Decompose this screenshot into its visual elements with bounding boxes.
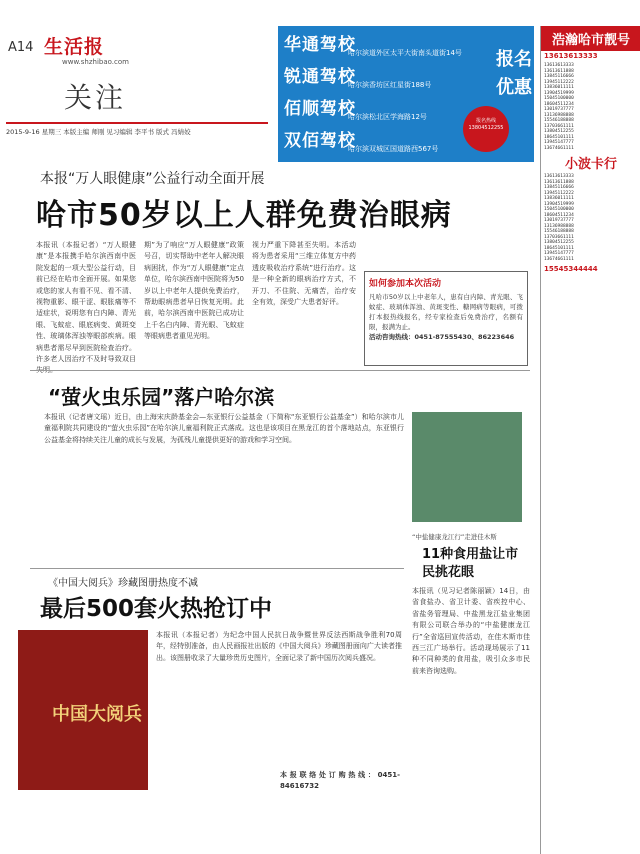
divider (30, 370, 530, 371)
phone-number-item: 13945147777 (544, 140, 574, 145)
article1-kicker: 本报“万人眼健康”公益行动全面开展 (40, 171, 265, 187)
article1-col3: 视力严重下降甚至失明。本活动将为患者采用“三维立体复方中药透皮吸收治疗系统”进行治疗。这是一种全新的眼病治疗方式，不开刀、不住院、无痛苦，治疗安全有效，深受广大患者好评。 (252, 241, 356, 307)
phone-number-item: 13136988888 (544, 112, 574, 118)
phone-number-item: 13804512255 (544, 129, 574, 134)
box-title: 如何参加本次活动 (369, 279, 442, 289)
phone-number-item: 13904519999 (544, 201, 574, 207)
phone-number-item: 18604511234 (544, 101, 574, 107)
book-cover-image (18, 630, 148, 790)
box-phone: 0451-87555430、86223646 (414, 333, 515, 341)
ad-address: 哈尔滨香坊区红星街188号 (348, 81, 432, 89)
ad-slogan: 报名优惠 (496, 49, 532, 98)
website: www.shzhibao.com (62, 58, 129, 66)
phone-number-item: 13613611888 (544, 68, 574, 74)
paper-logo: 生活报 (44, 36, 105, 58)
phone-number-item: 13836011111 (544, 196, 574, 201)
phone-number-item: 13613613333 (544, 174, 574, 179)
page-number: A14 (8, 40, 34, 55)
ad-address: 哈尔滨松北区学海路12号 (348, 113, 427, 121)
article1-headline: 哈市50岁以上人群免费治眼病 (36, 198, 452, 233)
divider (30, 568, 404, 569)
activity-info-box (364, 271, 528, 366)
phone-number-item: 18645101111 (544, 245, 574, 251)
phone-number-item: 13019737777 (544, 107, 574, 112)
section-title: 关注 (64, 81, 127, 114)
phone-number-item: 13613611888 (544, 179, 574, 185)
ad-row: 佰顺驾校 (284, 99, 356, 119)
dateline: 2015-9-16 星期三 本版主编 师刚 见习编辑 李平书 版式 冯婧姣 (6, 128, 191, 136)
phone-number-item: 15045100000 (544, 96, 574, 101)
phone-number-item: 13136988888 (544, 223, 574, 229)
phone-number-item: 13703661111 (544, 234, 574, 240)
order-label: 本报联络处订购热线： (280, 771, 378, 779)
book-title: 中国大阅兵 (52, 704, 142, 725)
phone-number-item: 13019737777 (544, 218, 574, 223)
masthead-divider (6, 122, 268, 124)
classified-footer-phone: 15545344444 (544, 265, 598, 273)
ad-hotline-badge: 报名热线 13804512255 (463, 106, 509, 152)
article2-headline: “萤火虫乐园”落户哈尔滨 (48, 385, 275, 409)
phone-number-item: 13945112222 (544, 79, 574, 85)
article1-col1: 本报讯（本报记者）“万人眼健康”是本报携手哈尔滨西南中医院发起的一项大型公益行动，目前已经在哈市全面开展。如果您或您的家人有看不见、看不清、视物重影、眼干涩、眼胀痛等不适症状，说明您有白内障、青光眼、飞蚊症、眼底病变、黄斑变性、玻璃体浑浊等眼部疾病。眼病患者需尽早到医院检查治疗。许多老人因治疗不及时导致双目 (36, 241, 136, 364)
article2-body: 本报讯（记者唐文瑶）近日，由上海宋庆龄基金会—东亚银行公益基金（下简称“东亚银行公益基金”）和哈尔滨市儿童福利院共同建设的“萤火虫乐园”在哈尔滨儿童福利院正式落成。这也是该项目在黑龙江的首个落地站点，东亚银行公益基金将持续关注儿童的成长与发展，为孤残儿童提供更好的游戏和学习空间。 (44, 413, 404, 444)
classified-header-2: 小波卡行 (564, 157, 617, 172)
ad-address: 哈尔滨双城区国道路西567号 (348, 145, 439, 153)
phone-number-item: 13845116666 (544, 185, 574, 190)
phone-number-item: 13836011111 (544, 85, 574, 90)
phone-number-item: 13904519999 (544, 90, 574, 96)
phone-number-item: 15045100000 (544, 207, 574, 212)
article3-kicker: 《中国大阅兵》珍藏图册热度不减 (48, 578, 198, 589)
article1-col2: 期”为了响应“万人眼健康”政策号召，切实帮助中老年人解决眼病困扰，作为“万人眼健康”定点单位，哈尔滨西南中医院将为50岁以上中老年人提供免费治疗，帮助眼病患者早日恢复光明。此前，哈尔滨西南中医院已成功让上千名白内障、青光眼、飞蚊症等眼病患者重见光明。 (144, 241, 244, 341)
classified-ads (540, 26, 640, 854)
phone-number-item: 13845116666 (544, 74, 574, 79)
phone-number-item: 13703661111 (544, 123, 574, 129)
sidebar-body: 本报讯（见习记者陈丽颖）14日，由省食盐办、省卫计委、省疾控中心、省盐务管理局、中盐黑龙江盐业集团有限公司联合举办的“中盐健康龙江行”全省巡回宣传活动，在佳木斯市佳西三江广场举行。活动现场展示了11种不同种类的食用盐，吸引众多市民前来咨询选购。 (412, 587, 530, 675)
ad-row: 华通驾校 (284, 35, 356, 55)
box-phone-label: 活动咨询热线： (369, 333, 415, 341)
phone-number-item: 13945112222 (544, 190, 574, 196)
number-list (541, 61, 640, 153)
playground-photo (412, 412, 522, 522)
phone-number-item: 18604511234 (544, 212, 574, 218)
phone-number-item: 15546188888 (544, 229, 574, 234)
phone-number-item: 15546188888 (544, 118, 574, 123)
box-text: 凡哈市50岁以上中老年人，患有白内障、青光眼、飞蚊症、玻璃体浑浊、黄斑变性、糖网病等眼病，可拨打本报热线报名，经专家检查后免费治疗，名额有限，报满为止。 (369, 293, 523, 331)
phone-number-item: 13674661111 (544, 256, 574, 262)
sidebar-caption: “中盐健康龙江行”走进佳木斯 (412, 533, 497, 541)
article3-headline: 最后500套火热抢订中 (40, 596, 273, 622)
number-list-2 (541, 172, 640, 264)
phone-number-item: 13804512255 (544, 240, 574, 245)
ad-address: 哈尔滨道外区太平大街南头道街14号 (348, 49, 462, 57)
sidebar-headline: 11种食用盐让市民挑花眼 (422, 547, 519, 580)
classified-header: 浩瀚哈市靓号 (541, 26, 640, 51)
phone-number-item: 13945147777 (544, 251, 574, 256)
classified-phone: 13613613333 (544, 52, 598, 60)
article3-body: 本报讯（本报记者）为纪念中国人民抗日战争暨世界反法西斯战争胜利70周年，经特别准备，由人民画报社出版的《中国大阅兵》珍藏图册面向广大读者推出。该图册收录了大量珍贵历史图片，全面记录了新中国历次阅兵盛况。 (156, 631, 402, 662)
phone-number-item: 13674661111 (544, 145, 574, 151)
ad-row: 双佰驾校 (284, 131, 356, 151)
driving-school-ad (278, 26, 534, 162)
phone-number-item: 18645101111 (544, 134, 574, 140)
order-phone: 0451-84616732 (280, 771, 400, 791)
ad-row: 锐通驾校 (284, 67, 356, 87)
phone-number-item: 13613613333 (544, 63, 574, 68)
